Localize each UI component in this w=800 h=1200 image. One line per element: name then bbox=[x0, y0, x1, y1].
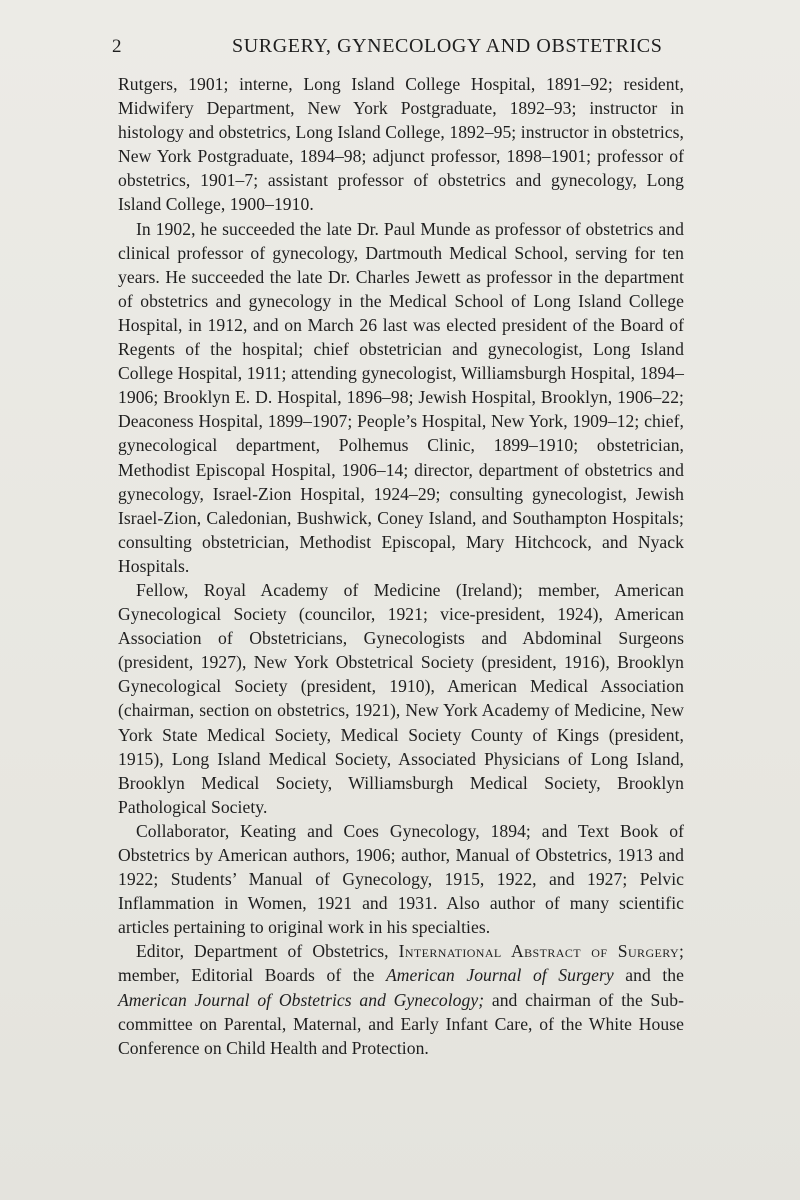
journal-obstetrics-title: American Journal of Obstetrics and Gynecology; bbox=[118, 989, 485, 1010]
editorial-text-1: Editor, Department of Obstetrics, bbox=[136, 941, 399, 962]
paragraph-memberships: Fellow, Royal Academy of Medicine (Ireland); member, American Gynecological Society (councilor, 1921; vice-president, 1924), American Association of Obstetricians, Gynecologists and Abdominal Surgeons (president, 1927), New York Obstetrical Society (president, 1916), Brooklyn Gynecological Society (president, 1910), American Medical Association (chairman, section on obstetrics, 1921), New York Academy of Medicine, New York State Medical Society, Medical Society County of Kings (president, 1915), Long Island Medical Society, Associated Physicians of Long Island, Brooklyn Medical Society, Williamsburgh Medical Society, Brooklyn Pathological Society. bbox=[118, 579, 684, 817]
international-abstract-title: International Abstract of Surgery bbox=[398, 941, 680, 962]
journal-surgery-title: American Journal of Surgery bbox=[385, 965, 614, 986]
paragraph-professorships: In 1902, he succeeded the late Dr. Paul Munde as professor of obstetrics and clinical professor of gynecology, Dartmouth Medical School, serving for ten years. He succeeded the late Dr. Charles Jewett as professor in the department of obstetrics and gynecology in the Medical School of Long Island College Hospital, in 1912, and on March 26 last was elected president of the Board of Regents of the hospital; chief obstetrician and gynecologist, Long Island College Hospital, 1911; attending gynecologist, Williamsburgh Hospital, 1894–1906; Brooklyn E. D. Hospital, 1896–98; Jewish Hospital, Brooklyn, 1906–22; Deaconess Hospital, 1899–1907; People’s Hospital, New York, 1909–12; chief, gynecological department, Polhemus Clinic, 1899–1910; obstetrician, Methodist Episcopal Hospital, 1906–14; director, department of obstetrics and gynecology, Israel-Zion Hospital, 1924–29; consulting gynecologist, Jewish Israel-Zion, Caledonian, Bushwick, Coney Island, and Southampton Hospitals; consulting obstetrician, Methodist Episcopal, Mary Hitchcock, and Nyack Hospitals. bbox=[118, 218, 684, 576]
page-number: 2 bbox=[112, 36, 122, 57]
biography-text bbox=[118, 72, 684, 1060]
running-title: SURGERY, GYNECOLOGY AND OBSTETRICS bbox=[232, 35, 663, 57]
editorial-text-2: ; member, Editorial Boards of the bbox=[118, 941, 684, 986]
editorial-text-3: and the bbox=[613, 965, 684, 986]
editorial-text-4: and chairman of the Sub-committee on Parental, Maternal, and Early Infant Care, of the White House Conference on Child Health and Protection. bbox=[118, 989, 684, 1058]
paragraph-publications: Collaborator, Keating and Coes Gynecology, 1894; and Text Book of Obstetrics by American authors, 1906; author, Manual of Obstetrics, 1913 and 1922; Students’ Manual of Gynecology, 1915, 1922, and 1927; Pelvic Inflammation in Women, 1921 and 1931. Also author of many scientific articles pertaining to original work in his specialties. bbox=[118, 820, 684, 938]
paragraph-editorial bbox=[118, 939, 684, 1059]
paragraph-positions: Rutgers, 1901; interne, Long Island College Hospital, 1891–92; resident, Midwifery Department, New York Postgraduate, 1892–93; instructor in histology and obstetrics, Long Island College, 1892–95; instructor in obstetrics, New York Postgraduate, 1894–98; adjunct professor, 1898–1901; professor of obstetrics, 1901–7; assistant professor of obstetrics and gynecology, Long Island College, 1900–1910. bbox=[118, 74, 684, 215]
